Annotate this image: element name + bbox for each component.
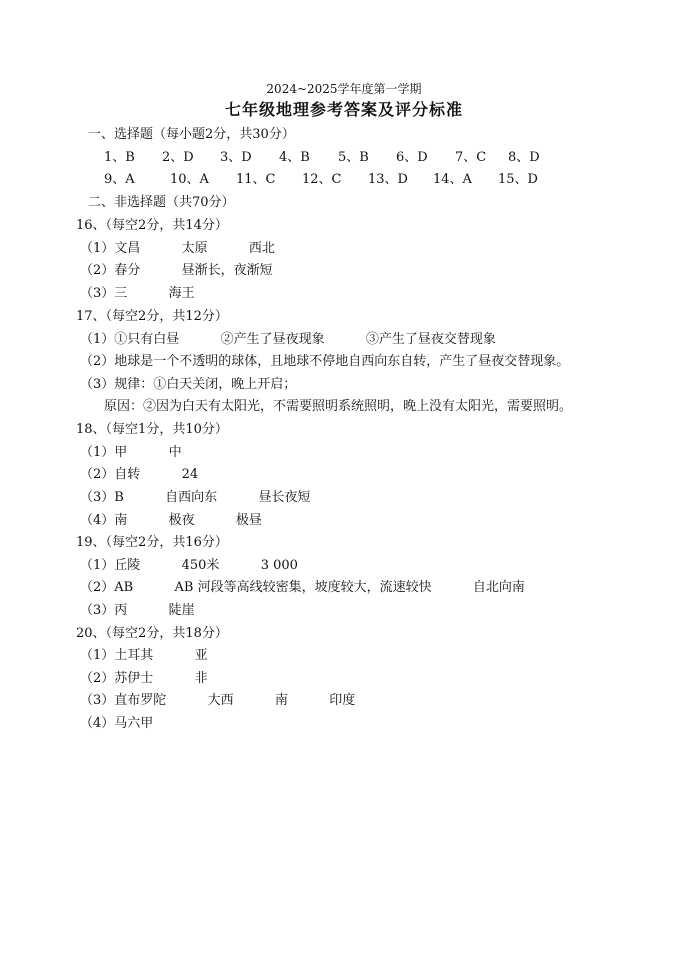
question-19-answer-2: （2）AB AB 河段等高线较密集，坡度较大，流速较快 自北向南: [80, 580, 525, 595]
question-19-answer-3: （3）丙 陡崖: [80, 603, 195, 618]
question-18-answer-2: （2）自转 24: [80, 467, 199, 482]
question-16-answer-2: （2）春分 昼渐长，夜渐短: [80, 263, 273, 278]
section-heading-nonchoice: 二、非选择题（共70分）: [88, 195, 235, 210]
choice-answer: 11、C: [236, 172, 276, 187]
question-18-answer-3: （3）B 自西向东 昼长夜短: [80, 490, 311, 505]
choice-answer: 4、B: [279, 150, 310, 165]
question-16-heading: 16、（每空2分，共14分）: [76, 218, 228, 233]
term-label: 2024~2025学年度第一学期: [266, 82, 422, 96]
question-18-heading: 18、（每空1分，共10分）: [76, 422, 228, 437]
question-20-answer-1: （1）土耳其 亚: [80, 648, 208, 663]
choice-answer: 2、D: [162, 150, 194, 165]
choice-answer: 15、D: [498, 172, 538, 187]
choice-answer: 6、D: [396, 150, 428, 165]
question-19-heading: 19、（每空2分，共16分）: [76, 535, 228, 550]
question-16-answer-1: （1）文昌 太原 西北: [80, 241, 275, 256]
question-18-answer-4: （4）南 极夜 极昼: [80, 513, 262, 528]
question-20-answer-4: （4）马六甲: [80, 716, 154, 731]
choice-answer: 1、B: [104, 150, 135, 165]
question-19-answer-1: （1）丘陵 450米 3 000: [80, 558, 298, 573]
question-17-answer-3: （3）规律：①白天关闭，晚上开启；: [80, 377, 297, 392]
choice-answer: 14、A: [433, 172, 472, 187]
question-16-answer-3: （3）三 海王: [80, 286, 195, 301]
choice-answer: 5、B: [338, 150, 369, 165]
choice-answer: 9、A: [104, 172, 135, 187]
choice-answer: 13、D: [368, 172, 408, 187]
question-18-answer-1: （1）甲 中: [80, 445, 182, 460]
section-heading-choice: 一、选择题（每小题2分，共30分）: [88, 127, 295, 142]
choice-answer: 10、A: [170, 172, 209, 187]
question-17-answer-4: 原因：②因为白天有太阳光，不需要照明系统照明，晚上没有太阳光，需要照明。: [104, 399, 573, 414]
question-17-answer-1: （1）①只有白昼 ②产生了昼夜现象 ③产生了昼夜交替现象: [80, 332, 496, 347]
question-20-answer-3: （3）直布罗陀 大西 南 印度: [80, 693, 356, 708]
page-title: 七年级地理参考答案及评分标准: [224, 100, 463, 119]
choice-answer: 12、C: [302, 172, 342, 187]
question-17-answer-2: （2）地球是一个不透明的球体，且地球不停地自西向东自转，产生了昼夜交替现象。: [80, 354, 570, 369]
question-20-answer-2: （2）苏伊士 非: [80, 671, 208, 686]
choice-answer: 8、D: [508, 150, 540, 165]
question-20-heading: 20、（每空2分，共18分）: [76, 626, 228, 641]
choice-answer: 3、D: [220, 150, 252, 165]
question-17-heading: 17、（每空2分，共12分）: [76, 309, 228, 324]
choice-answer: 7、C: [455, 150, 487, 165]
